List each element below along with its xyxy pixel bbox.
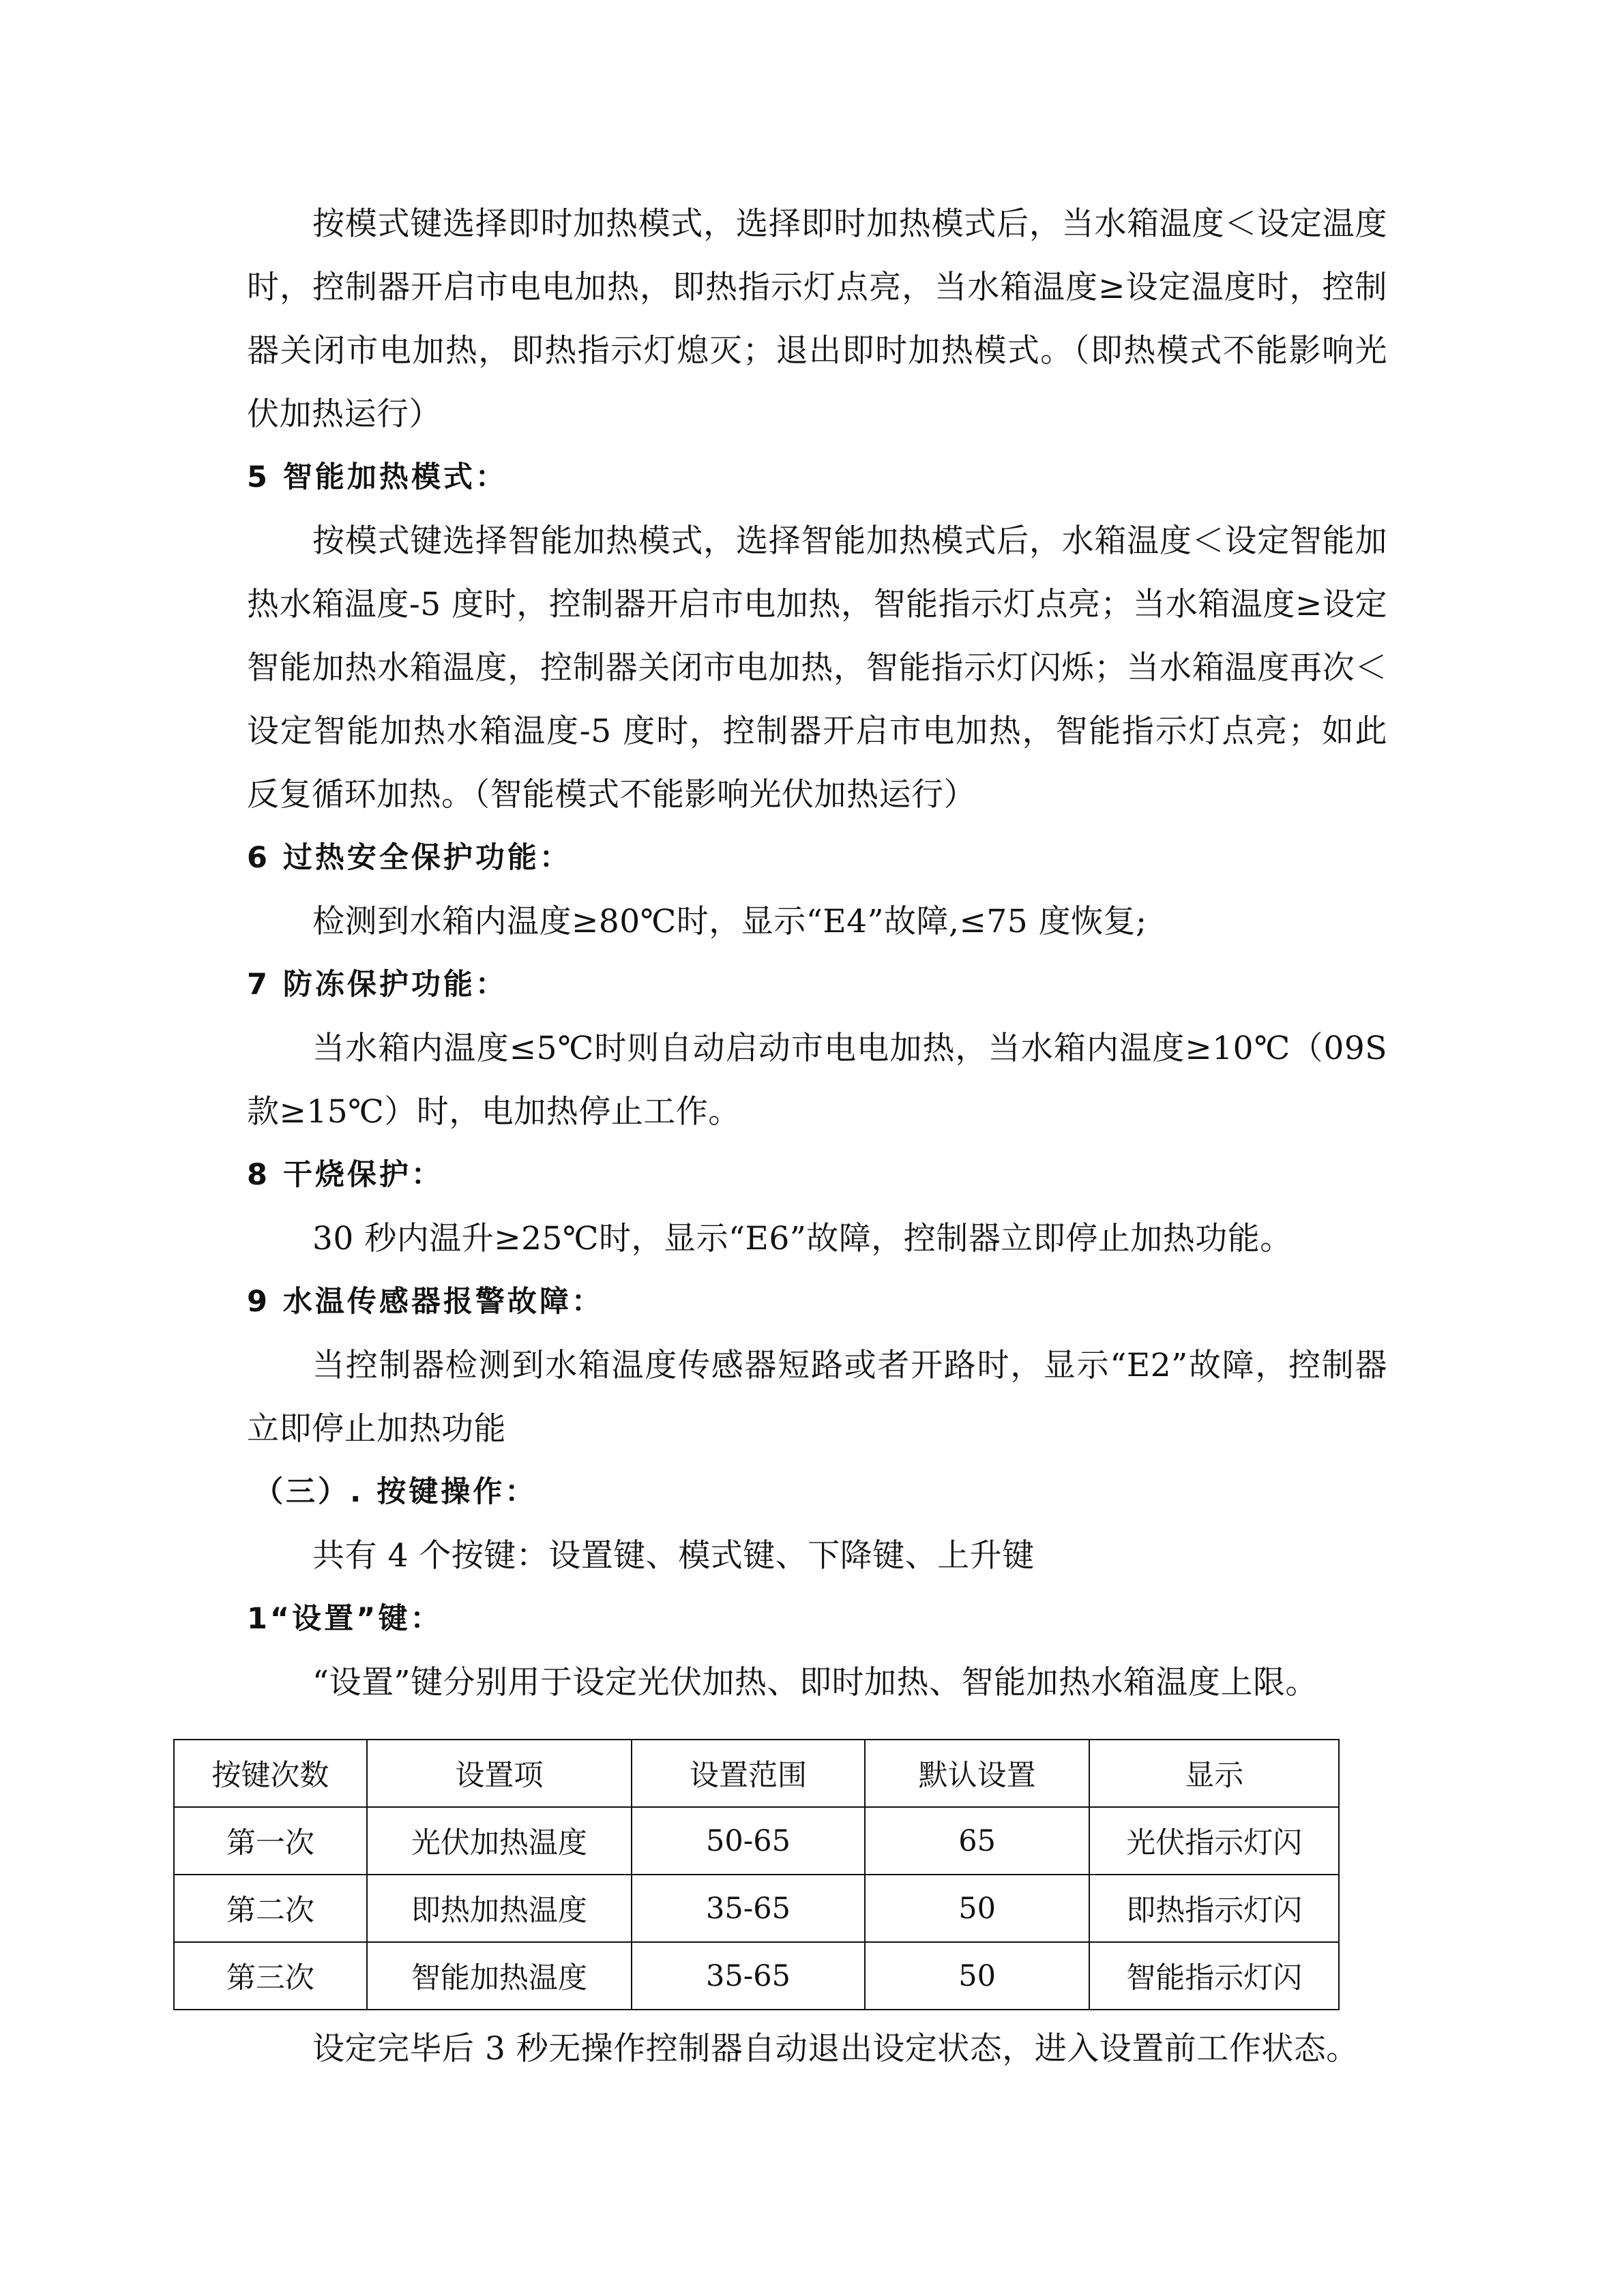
document-body (211, 192, 1387, 2081)
table-cell: 第二次 (174, 1875, 367, 1942)
heading-sensor-fault: 9 水温传感器报警故障： (247, 1285, 604, 1319)
table-cell: 光伏指示灯闪 (1089, 1807, 1339, 1875)
settings-table (173, 1739, 1340, 2010)
header-setting-range: 设置范围 (632, 1740, 865, 1807)
table-cell: 35-65 (632, 1942, 865, 2010)
header-default-setting: 默认设置 (865, 1740, 1090, 1807)
settings-table-wrapper (211, 1739, 1387, 2010)
paragraph-smart-heating: 按模式键选择智能加热模式，选择智能加热模式后，水箱温度＜设定智能加热水箱温度-5 度时，控制器开启市电加热，智能指示灯点亮；当水箱温度≥设定智能加热水箱温度，控制器关闭市电加热，智能指示灯闪烁；当水箱温度再次＜设定智能加热水箱温度-5 度时，控制器开启市电加热，智能指示灯点亮；如此反复循环加热。（智能模式不能影响光伏加热运行） (247, 522, 1387, 814)
heading-antifreeze-protection: 7 防冻保护功能： (247, 968, 507, 1002)
table-cell: 50 (865, 1875, 1090, 1942)
heading-overheat-protection: 6 过热安全保护功能： (247, 841, 572, 875)
table-cell: 50-65 (632, 1807, 865, 1875)
table-row (174, 1942, 1339, 2010)
table-cell: 即热加热温度 (367, 1875, 632, 1942)
table-row (174, 1875, 1339, 1942)
table-row (174, 1807, 1339, 1875)
paragraph-dry-burn-protection: 30 秒内温升≥25℃时，显示“E6”故障，控制器立即停止加热功能。 (312, 1220, 1293, 1257)
paragraph-sensor-fault: 当控制器检测到水箱温度传感器短路或者开路时，显示“E2”故障，控制器立即停止加热功能 (247, 1347, 1387, 1448)
table-cell: 即热指示灯闪 (1089, 1875, 1339, 1942)
table-cell: 35-65 (632, 1875, 865, 1942)
table-header-row (174, 1740, 1339, 1807)
paragraph-instant-heating: 按模式键选择即时加热模式，选择即时加热模式后，当水箱温度＜设定温度时，控制器开启市电电加热，即热指示灯点亮，当水箱温度≥设定温度时，控制器关闭市电加热，即热指示灯熄灭；退出即时加热模式。（即热模式不能影响光伏加热运行） (247, 205, 1387, 433)
paragraph-key-count: 共有 4 个按键：设置键、模式键、下降键、上升键 (312, 1537, 1035, 1575)
table-cell: 50 (865, 1942, 1090, 2010)
heading-key-operation: （三）. 按键操作： (254, 1475, 537, 1509)
heading-set-key: 1“设置”键： (247, 1602, 443, 1636)
paragraph-overheat-protection: 检测到水箱内温度≥80℃时，显示“E4”故障,≤75 度恢复; (312, 903, 1147, 940)
heading-dry-burn-protection: 8 干烧保护： (247, 1158, 443, 1192)
paragraph-set-key: “设置”键分别用于设定光伏加热、即时加热、智能加热水箱温度上限。 (312, 1664, 1318, 1701)
table-cell: 第三次 (174, 1942, 367, 2010)
table-cell: 65 (865, 1807, 1090, 1875)
table-cell: 光伏加热温度 (367, 1807, 632, 1875)
header-press-count: 按键次数 (174, 1740, 367, 1807)
header-setting-item: 设置项 (367, 1740, 632, 1807)
heading-smart-heating: 5 智能加热模式： (247, 460, 507, 494)
header-display: 显示 (1089, 1740, 1339, 1807)
table-cell: 智能加热温度 (367, 1942, 632, 2010)
table-cell: 智能指示灯闪 (1089, 1942, 1339, 2010)
table-cell: 第一次 (174, 1807, 367, 1875)
paragraph-after-setting: 设定完毕后 3 秒无操作控制器自动退出设定状态，进入设置前工作状态。 (312, 2030, 1359, 2068)
paragraph-antifreeze-protection: 当水箱内温度≤5℃时则自动启动市电电加热，当水箱内温度≥10℃（09S 款≥15℃）时，电加热停止工作。 (247, 1030, 1387, 1131)
